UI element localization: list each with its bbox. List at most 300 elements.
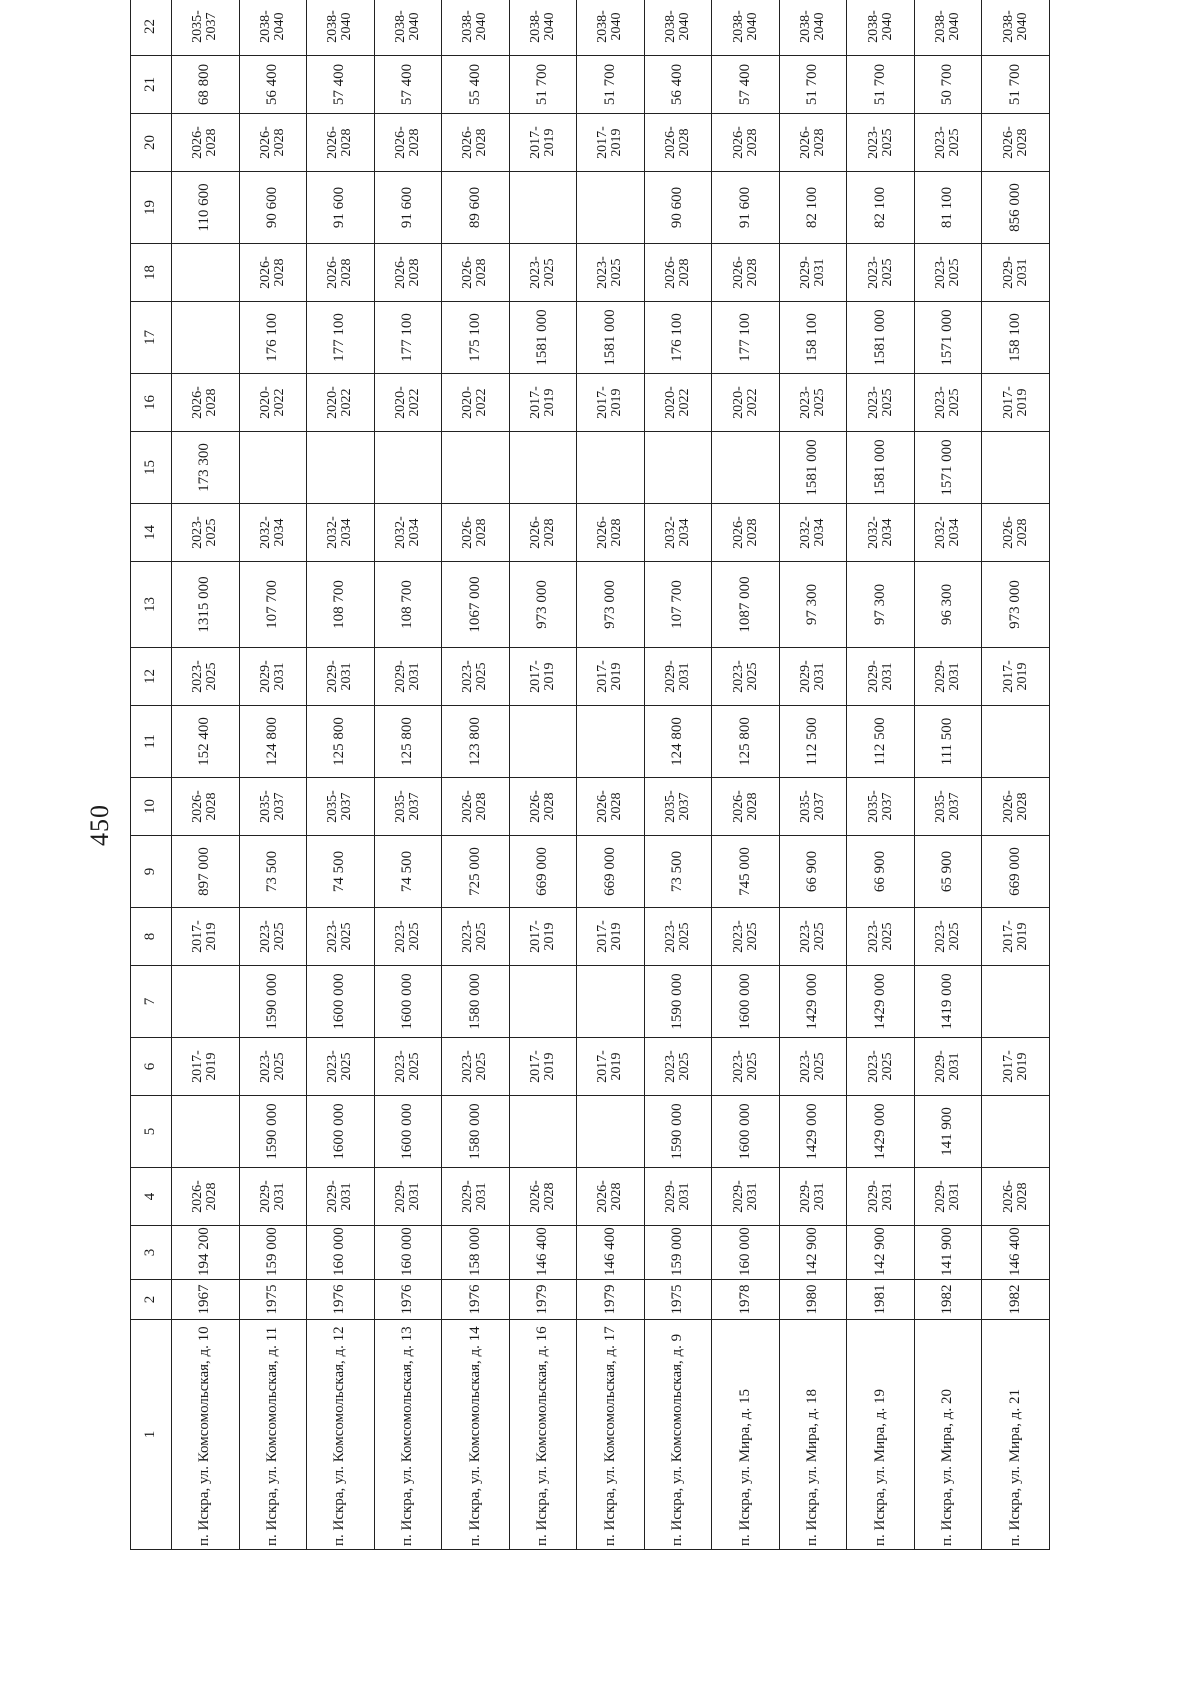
value-cell: 194 200 <box>172 1226 240 1280</box>
period-cell: 2029-2031 <box>779 648 847 706</box>
period-cell: 2020-2022 <box>712 374 780 432</box>
value-cell: 1590 000 <box>644 1096 712 1168</box>
table-row <box>847 0 915 1550</box>
value-cell: 146 400 <box>509 1226 577 1280</box>
period-cell: 2035-2037 <box>644 778 712 836</box>
value-cell: 1600 000 <box>307 1096 375 1168</box>
period-cell: 2026-2028 <box>374 244 442 302</box>
value-cell: 74 500 <box>307 836 375 908</box>
period-cell: 2029-2031 <box>914 648 982 706</box>
column-number: 11 <box>131 706 172 778</box>
period-cell: 2023-2025 <box>307 1038 375 1096</box>
period-cell: 2026-2028 <box>307 114 375 172</box>
column-number: 9 <box>131 836 172 908</box>
value-cell: 669 000 <box>509 836 577 908</box>
column-number: 4 <box>131 1168 172 1226</box>
period-cell: 2017-2019 <box>577 374 645 432</box>
period-cell: 2026-2028 <box>982 778 1050 836</box>
period-cell: 2023-2025 <box>172 648 240 706</box>
value-cell: 897 000 <box>172 836 240 908</box>
period-cell: 2029-2031 <box>779 1168 847 1226</box>
period-cell: 2026-2028 <box>644 114 712 172</box>
table-row <box>239 0 307 1550</box>
value-cell: 725 000 <box>442 836 510 908</box>
value-cell <box>712 432 780 504</box>
column-number: 13 <box>131 562 172 648</box>
period-cell: 2023-2025 <box>847 244 915 302</box>
value-cell: 96 300 <box>914 562 982 648</box>
value-cell: 1600 000 <box>374 966 442 1038</box>
value-cell <box>577 1096 645 1168</box>
period-cell: 2023-2025 <box>644 908 712 966</box>
value-cell: 973 000 <box>577 562 645 648</box>
value-cell <box>509 172 577 244</box>
table-row <box>509 0 577 1550</box>
value-cell: 1580 000 <box>442 1096 510 1168</box>
period-cell: 2023-2025 <box>847 908 915 966</box>
value-cell: 57 400 <box>307 56 375 114</box>
table-row <box>914 0 982 1550</box>
value-cell: 97 300 <box>779 562 847 648</box>
value-cell: 73 500 <box>644 836 712 908</box>
address-cell: п. Искра, ул. Мира, д. 20 <box>914 1320 982 1550</box>
period-cell: 2023-2025 <box>442 1038 510 1096</box>
period-cell: 2038-2040 <box>712 0 780 56</box>
value-cell: 1590 000 <box>239 966 307 1038</box>
value-cell: 1580 000 <box>442 966 510 1038</box>
value-cell <box>577 966 645 1038</box>
value-cell: 160 000 <box>307 1226 375 1280</box>
table-row <box>712 0 780 1550</box>
column-number: 18 <box>131 244 172 302</box>
period-cell: 2017-2019 <box>982 648 1050 706</box>
value-cell: 110 600 <box>172 172 240 244</box>
value-cell: 55 400 <box>442 56 510 114</box>
value-cell: 160 000 <box>712 1226 780 1280</box>
period-cell: 2026-2028 <box>172 114 240 172</box>
column-number: 10 <box>131 778 172 836</box>
period-cell: 2032-2034 <box>374 504 442 562</box>
period-cell: 2026-2028 <box>712 114 780 172</box>
value-cell: 111 500 <box>914 706 982 778</box>
value-cell <box>982 432 1050 504</box>
period-cell: 2032-2034 <box>914 504 982 562</box>
value-cell: 107 700 <box>644 562 712 648</box>
period-cell: 2023-2025 <box>712 648 780 706</box>
value-cell: 51 700 <box>982 56 1050 114</box>
value-cell: 146 400 <box>577 1226 645 1280</box>
value-cell: 1982 <box>914 1280 982 1320</box>
table-frame <box>130 10 1050 1550</box>
value-cell: 1067 000 <box>442 562 510 648</box>
period-cell: 2023-2025 <box>847 374 915 432</box>
period-cell: 2026-2028 <box>982 504 1050 562</box>
period-cell: 2023-2025 <box>914 114 982 172</box>
period-cell: 2035-2037 <box>307 778 375 836</box>
value-cell <box>374 432 442 504</box>
period-cell: 2020-2022 <box>442 374 510 432</box>
period-cell: 2017-2019 <box>982 1038 1050 1096</box>
value-cell: 82 100 <box>779 172 847 244</box>
period-cell: 2029-2031 <box>712 1168 780 1226</box>
value-cell: 82 100 <box>847 172 915 244</box>
value-cell: 1087 000 <box>712 562 780 648</box>
value-cell: 1981 <box>847 1280 915 1320</box>
value-cell: 68 800 <box>172 56 240 114</box>
period-cell: 2032-2034 <box>779 504 847 562</box>
value-cell <box>982 706 1050 778</box>
value-cell: 51 700 <box>577 56 645 114</box>
value-cell <box>239 432 307 504</box>
column-number: 15 <box>131 432 172 504</box>
period-cell: 2026-2028 <box>577 504 645 562</box>
address-cell: п. Искра, ул. Комсомольская, д. 10 <box>172 1320 240 1550</box>
period-cell: 2017-2019 <box>509 908 577 966</box>
value-cell: 158 000 <box>442 1226 510 1280</box>
value-cell: 97 300 <box>847 562 915 648</box>
value-cell: 141 900 <box>914 1226 982 1280</box>
period-cell: 2038-2040 <box>914 0 982 56</box>
period-cell: 2026-2028 <box>577 1168 645 1226</box>
period-cell: 2026-2028 <box>509 504 577 562</box>
value-cell: 856 000 <box>982 172 1050 244</box>
period-cell: 2038-2040 <box>442 0 510 56</box>
value-cell: 112 500 <box>779 706 847 778</box>
period-cell: 2023-2025 <box>914 374 982 432</box>
period-cell: 2038-2040 <box>779 0 847 56</box>
period-cell: 2035-2037 <box>374 778 442 836</box>
period-cell: 2029-2031 <box>982 244 1050 302</box>
period-cell: 2035-2037 <box>779 778 847 836</box>
period-cell: 2029-2031 <box>779 244 847 302</box>
period-cell: 2026-2028 <box>509 778 577 836</box>
period-cell: 2017-2019 <box>577 648 645 706</box>
period-cell: 2017-2019 <box>509 1038 577 1096</box>
period-cell: 2020-2022 <box>374 374 442 432</box>
period-cell: 2032-2034 <box>307 504 375 562</box>
table-row <box>577 0 645 1550</box>
value-cell <box>172 1096 240 1168</box>
value-cell: 112 500 <box>847 706 915 778</box>
value-cell: 108 700 <box>307 562 375 648</box>
period-cell: 2020-2022 <box>239 374 307 432</box>
period-cell: 2029-2031 <box>239 1168 307 1226</box>
value-cell: 1976 <box>442 1280 510 1320</box>
value-cell <box>982 966 1050 1038</box>
period-cell: 2017-2019 <box>172 908 240 966</box>
value-cell: 74 500 <box>374 836 442 908</box>
value-cell: 152 400 <box>172 706 240 778</box>
period-cell: 2038-2040 <box>239 0 307 56</box>
value-cell: 90 600 <box>239 172 307 244</box>
address-cell: п. Искра, ул. Комсомольская, д. 11 <box>239 1320 307 1550</box>
value-cell: 57 400 <box>374 56 442 114</box>
value-cell: 91 600 <box>307 172 375 244</box>
period-cell: 2023-2025 <box>644 1038 712 1096</box>
period-cell: 2017-2019 <box>577 114 645 172</box>
address-cell: п. Искра, ул. Комсомольская, д. 13 <box>374 1320 442 1550</box>
value-cell: 51 700 <box>847 56 915 114</box>
period-cell: 2023-2025 <box>779 908 847 966</box>
value-cell: 1581 000 <box>577 302 645 374</box>
value-cell: 1982 <box>982 1280 1050 1320</box>
address-cell: п. Искра, ул. Комсомольская, д. 16 <box>509 1320 577 1550</box>
period-cell: 2026-2028 <box>509 1168 577 1226</box>
value-cell: 173 300 <box>172 432 240 504</box>
value-cell: 124 800 <box>239 706 307 778</box>
period-cell: 2023-2025 <box>577 244 645 302</box>
value-cell: 1979 <box>509 1280 577 1320</box>
column-number: 14 <box>131 504 172 562</box>
period-cell: 2026-2028 <box>779 114 847 172</box>
value-cell: 1590 000 <box>644 966 712 1038</box>
value-cell: 1600 000 <box>712 966 780 1038</box>
period-cell: 2026-2028 <box>307 244 375 302</box>
value-cell: 1571 000 <box>914 302 982 374</box>
period-cell: 2023-2025 <box>779 374 847 432</box>
value-cell: 142 900 <box>779 1226 847 1280</box>
period-cell: 2026-2028 <box>172 778 240 836</box>
period-cell: 2029-2031 <box>442 1168 510 1226</box>
period-cell: 2026-2028 <box>172 374 240 432</box>
column-number: 6 <box>131 1038 172 1096</box>
period-cell: 2017-2019 <box>982 908 1050 966</box>
value-cell <box>509 432 577 504</box>
period-cell: 2023-2025 <box>779 1038 847 1096</box>
value-cell: 1980 <box>779 1280 847 1320</box>
value-cell <box>509 1096 577 1168</box>
value-cell: 177 100 <box>712 302 780 374</box>
value-cell: 1976 <box>374 1280 442 1320</box>
period-cell: 2038-2040 <box>644 0 712 56</box>
value-cell: 141 900 <box>914 1096 982 1168</box>
value-cell: 175 100 <box>442 302 510 374</box>
column-number: 5 <box>131 1096 172 1168</box>
period-cell: 2029-2031 <box>239 648 307 706</box>
column-number: 12 <box>131 648 172 706</box>
period-cell: 2026-2028 <box>712 778 780 836</box>
value-cell <box>982 1096 1050 1168</box>
value-cell: 1429 000 <box>847 1096 915 1168</box>
table-row <box>172 0 240 1550</box>
period-cell: 2029-2031 <box>914 1038 982 1096</box>
address-cell: п. Искра, ул. Мира, д. 15 <box>712 1320 780 1550</box>
period-cell: 2017-2019 <box>509 648 577 706</box>
address-cell: п. Искра, ул. Мира, д. 21 <box>982 1320 1050 1550</box>
value-cell: 66 900 <box>847 836 915 908</box>
value-cell <box>509 706 577 778</box>
value-cell: 91 600 <box>374 172 442 244</box>
value-cell: 669 000 <box>577 836 645 908</box>
value-cell: 66 900 <box>779 836 847 908</box>
period-cell: 2017-2019 <box>509 114 577 172</box>
period-cell: 2023-2025 <box>712 1038 780 1096</box>
value-cell: 973 000 <box>982 562 1050 648</box>
period-cell: 2026-2028 <box>442 504 510 562</box>
period-cell: 2026-2028 <box>374 114 442 172</box>
table-row <box>982 0 1050 1550</box>
period-cell: 2023-2025 <box>442 648 510 706</box>
period-cell: 2023-2025 <box>847 114 915 172</box>
value-cell: 1600 000 <box>307 966 375 1038</box>
value-cell: 1429 000 <box>779 966 847 1038</box>
value-cell: 57 400 <box>712 56 780 114</box>
value-cell: 159 000 <box>239 1226 307 1280</box>
period-cell: 2023-2025 <box>847 1038 915 1096</box>
value-cell <box>644 432 712 504</box>
column-number: 8 <box>131 908 172 966</box>
value-cell: 1978 <box>712 1280 780 1320</box>
address-cell: п. Искра, ул. Комсомольская, д. 17 <box>577 1320 645 1550</box>
period-cell: 2029-2031 <box>374 648 442 706</box>
value-cell: 1419 000 <box>914 966 982 1038</box>
value-cell: 160 000 <box>374 1226 442 1280</box>
period-cell: 2023-2025 <box>374 1038 442 1096</box>
address-cell: п. Искра, ул. Комсомольская, д. 14 <box>442 1320 510 1550</box>
value-cell: 1600 000 <box>712 1096 780 1168</box>
period-cell: 2023-2025 <box>509 244 577 302</box>
value-cell: 81 100 <box>914 172 982 244</box>
value-cell: 125 800 <box>374 706 442 778</box>
value-cell: 1590 000 <box>239 1096 307 1168</box>
column-number: 21 <box>131 56 172 114</box>
period-cell: 2032-2034 <box>239 504 307 562</box>
value-cell: 1581 000 <box>779 432 847 504</box>
value-cell: 125 800 <box>712 706 780 778</box>
value-cell: 107 700 <box>239 562 307 648</box>
repair-schedule-table <box>130 0 1050 1550</box>
value-cell: 177 100 <box>307 302 375 374</box>
value-cell <box>172 966 240 1038</box>
value-cell: 51 700 <box>509 56 577 114</box>
period-cell: 2029-2031 <box>644 1168 712 1226</box>
value-cell: 123 800 <box>442 706 510 778</box>
address-cell: п. Искра, ул. Мира, д. 19 <box>847 1320 915 1550</box>
value-cell: 159 000 <box>644 1226 712 1280</box>
value-cell: 91 600 <box>712 172 780 244</box>
value-cell: 89 600 <box>442 172 510 244</box>
period-cell: 2023-2025 <box>239 1038 307 1096</box>
value-cell: 176 100 <box>239 302 307 374</box>
value-cell: 1975 <box>239 1280 307 1320</box>
value-cell: 50 700 <box>914 56 982 114</box>
period-cell: 2017-2019 <box>577 1038 645 1096</box>
period-cell: 2026-2028 <box>442 244 510 302</box>
period-cell: 2035-2037 <box>239 778 307 836</box>
value-cell: 1581 000 <box>847 302 915 374</box>
period-cell: 2038-2040 <box>374 0 442 56</box>
rotated-table-container <box>130 10 1050 1550</box>
period-cell: 2035-2037 <box>172 0 240 56</box>
period-cell: 2023-2025 <box>307 908 375 966</box>
table-row <box>307 0 375 1550</box>
value-cell: 51 700 <box>779 56 847 114</box>
value-cell: 65 900 <box>914 836 982 908</box>
period-cell: 2029-2031 <box>374 1168 442 1226</box>
value-cell: 146 400 <box>982 1226 1050 1280</box>
period-cell: 2026-2028 <box>982 1168 1050 1226</box>
period-cell: 2026-2028 <box>442 114 510 172</box>
address-cell: п. Искра, ул. Комсомольская, д. 12 <box>307 1320 375 1550</box>
period-cell: 2026-2028 <box>577 778 645 836</box>
period-cell: 2017-2019 <box>982 374 1050 432</box>
period-cell <box>172 244 240 302</box>
column-number: 22 <box>131 0 172 56</box>
value-cell <box>577 706 645 778</box>
column-number: 19 <box>131 172 172 244</box>
period-cell: 2026-2028 <box>172 1168 240 1226</box>
table-row <box>442 0 510 1550</box>
value-cell: 1571 000 <box>914 432 982 504</box>
value-cell: 108 700 <box>374 562 442 648</box>
period-cell: 2023-2025 <box>239 908 307 966</box>
column-number: 17 <box>131 302 172 374</box>
period-cell: 2026-2028 <box>712 504 780 562</box>
value-cell <box>307 432 375 504</box>
column-number-row <box>131 0 172 1550</box>
value-cell: 745 000 <box>712 836 780 908</box>
value-cell: 1581 000 <box>509 302 577 374</box>
value-cell: 1967 <box>172 1280 240 1320</box>
table-row <box>374 0 442 1550</box>
value-cell: 90 600 <box>644 172 712 244</box>
period-cell: 2029-2031 <box>847 648 915 706</box>
column-number: 20 <box>131 114 172 172</box>
value-cell: 1979 <box>577 1280 645 1320</box>
period-cell: 2020-2022 <box>307 374 375 432</box>
column-number: 7 <box>131 966 172 1038</box>
period-cell: 2020-2022 <box>644 374 712 432</box>
period-cell: 2026-2028 <box>442 778 510 836</box>
column-number: 2 <box>131 1280 172 1320</box>
value-cell: 142 900 <box>847 1226 915 1280</box>
value-cell: 1581 000 <box>847 432 915 504</box>
value-cell: 1315 000 <box>172 562 240 648</box>
period-cell: 2038-2040 <box>847 0 915 56</box>
period-cell: 2026-2028 <box>644 244 712 302</box>
value-cell: 973 000 <box>509 562 577 648</box>
column-number: 1 <box>131 1320 172 1550</box>
value-cell: 73 500 <box>239 836 307 908</box>
period-cell: 2023-2025 <box>442 908 510 966</box>
period-cell: 2026-2028 <box>239 114 307 172</box>
period-cell: 2023-2025 <box>914 244 982 302</box>
period-cell: 2038-2040 <box>577 0 645 56</box>
period-cell: 2023-2025 <box>172 504 240 562</box>
period-cell: 2035-2037 <box>914 778 982 836</box>
address-cell: п. Искра, ул. Мира, д. 18 <box>779 1320 847 1550</box>
value-cell: 176 100 <box>644 302 712 374</box>
value-cell: 1429 000 <box>779 1096 847 1168</box>
period-cell: 2026-2028 <box>712 244 780 302</box>
period-cell: 2029-2031 <box>307 648 375 706</box>
value-cell: 1975 <box>644 1280 712 1320</box>
value-cell: 1600 000 <box>374 1096 442 1168</box>
value-cell <box>172 302 240 374</box>
value-cell: 1976 <box>307 1280 375 1320</box>
address-cell: п. Искра, ул. Комсомольская, д. 9 <box>644 1320 712 1550</box>
period-cell: 2026-2028 <box>982 114 1050 172</box>
period-cell: 2032-2034 <box>847 504 915 562</box>
value-cell: 1429 000 <box>847 966 915 1038</box>
period-cell: 2032-2034 <box>644 504 712 562</box>
value-cell: 177 100 <box>374 302 442 374</box>
value-cell: 125 800 <box>307 706 375 778</box>
period-cell: 2023-2025 <box>914 908 982 966</box>
period-cell: 2017-2019 <box>577 908 645 966</box>
value-cell <box>442 432 510 504</box>
period-cell: 2029-2031 <box>914 1168 982 1226</box>
